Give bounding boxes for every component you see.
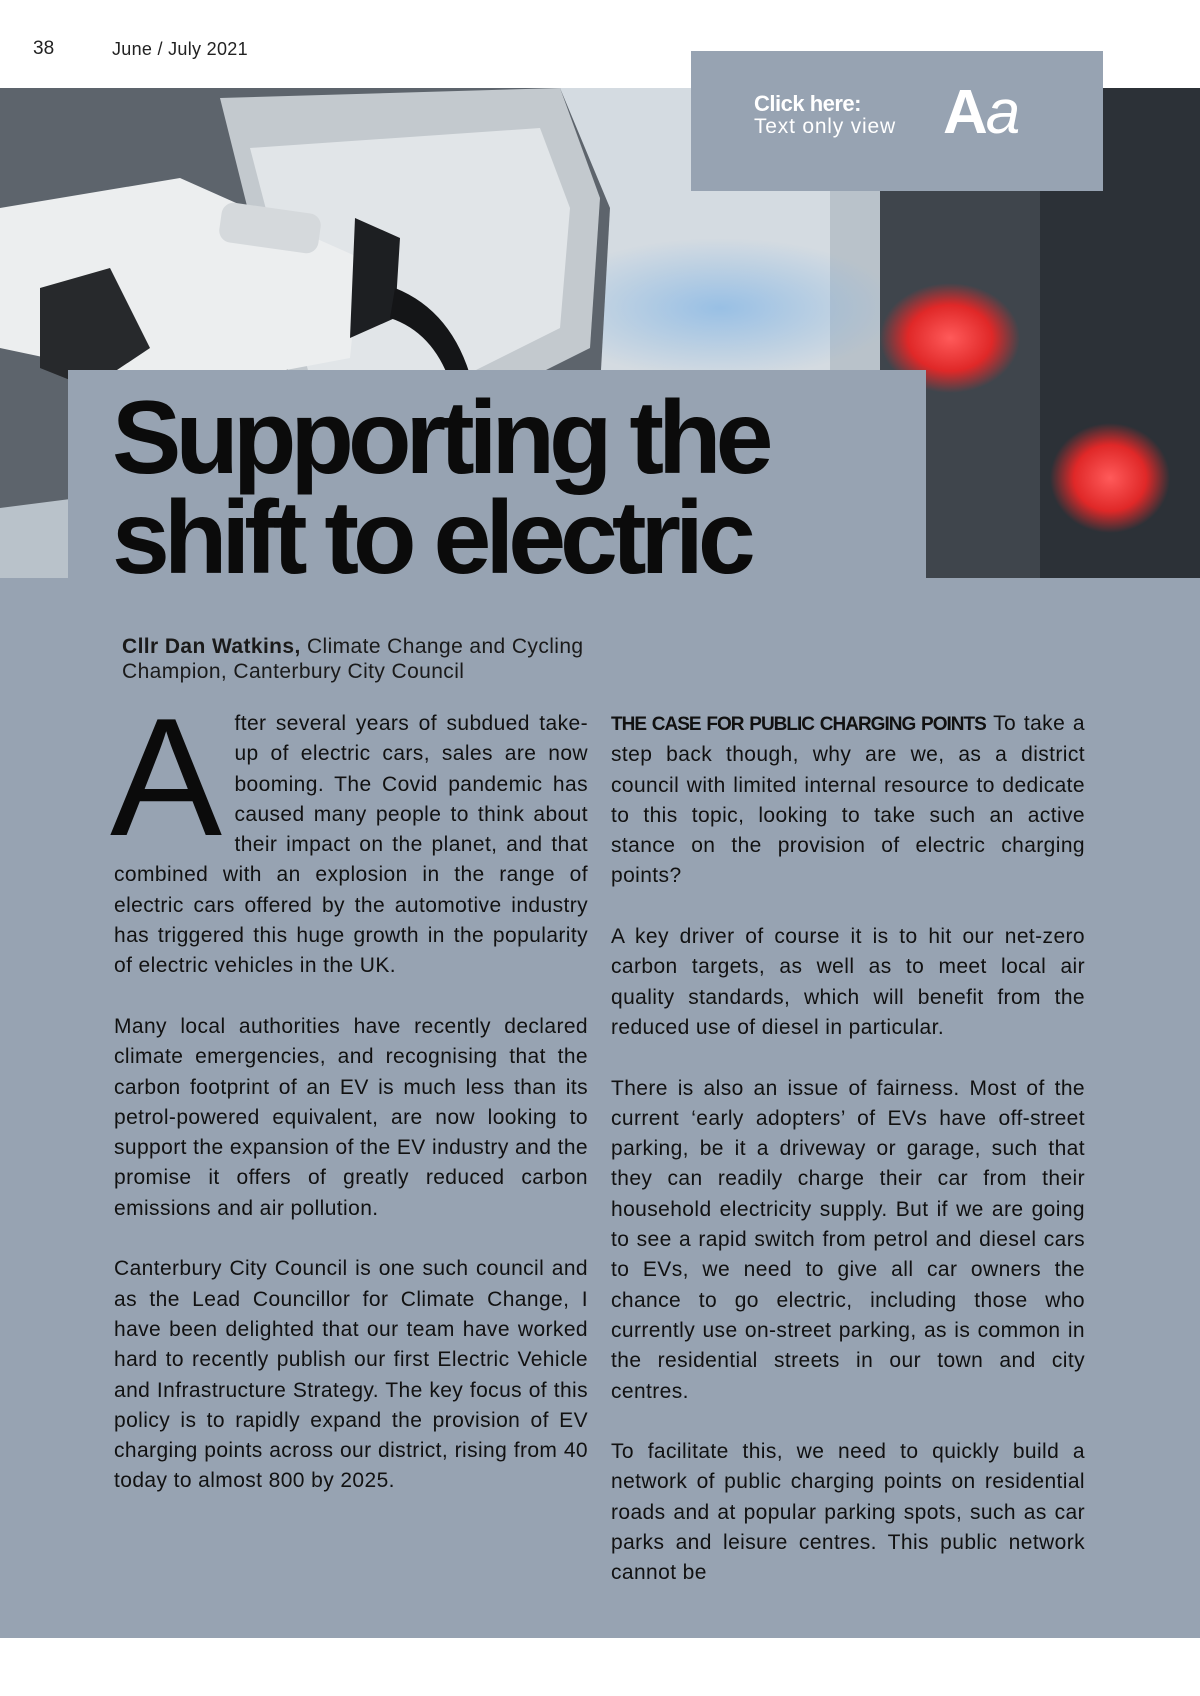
paragraph: Many local authorities have recently declared climate emergencies, and recognising that the carbon footprint of an EV is much less than its petrol-powered equivalent, are now looking to support the expansion of the EV industry and the promise it offers of greatly reduced carbon emissions and air pollution.	[114, 1014, 588, 1220]
headline-line-2: shift to electric	[112, 480, 750, 596]
headline-line-1: Supporting the	[112, 380, 768, 496]
paragraph: After several years of subdued take-up of electric cars, sales are now booming. The Covid pandemic has caused many people to think about their impact on the planet, and that combined with an explosion in the range of electric cars offered by the automotive industry has triggered this huge growth in the popularity of electric vehicles in the UK.	[110, 683, 588, 978]
paragraph: There is also an issue of fairness. Most of the current ‘early adopters’ of EVs have off-street parking, be it a driveway or garage, such that they can readily charge their car from their household electricity supply. But if we are going to see a rapid switch from petrol and diesel cars to EVs, we need to give all car owners the chance to go electric, including those who currently use on-street parking, as is common in the residential streets in our town and city centres.	[611, 1076, 1085, 1403]
font-aa-icon: Aa	[943, 78, 1019, 147]
paragraph: THE CASE FOR PUBLIC CHARGING POINTS To take a step back though, why are we, as a district council with limited internal resource to dedicate to this topic, looking to take such an active stance on the provision of electric charging points?	[611, 712, 1085, 888]
text-only-view-label: Text only view	[754, 115, 896, 138]
paragraph: To facilitate this, we need to quickly build a network of public charging points on residential roads and at popular parking spots, such as car parks and leisure centres. This public network cannot be	[611, 1440, 1085, 1585]
text-only-view-button[interactable]	[691, 51, 1103, 191]
click-here-label: Click here:	[754, 91, 861, 116]
page-number: 38	[33, 38, 55, 59]
author-name: Cllr Dan Watkins,	[122, 635, 301, 658]
article-headline	[112, 380, 932, 596]
drop-cap: A	[110, 683, 223, 871]
paragraph: Canterbury City Council is one such council and as the Lead Councillor for Climate Change, I have been delighted that our team have worked hard to recently publish our first Electric Vehicle and Infrastructure Strategy. The key focus of this policy is to rapidly expand the provision of EV charging points across our district, rising from 40 today to almost 800 by 2025.	[114, 1257, 588, 1493]
author-role: Climate Change and Cycling Champion, Canterbury City Council	[122, 635, 584, 683]
article-column-right	[611, 709, 1085, 1619]
section-subhead: THE CASE FOR PUBLIC CHARGING POINTS	[611, 714, 986, 735]
byline	[122, 634, 592, 684]
paragraph: A key driver of course it is to hit our net-zero carbon targets, as well as to meet local air quality standards, which will benefit from the reduced use of diesel in particular.	[611, 925, 1085, 1039]
issue-date: June / July 2021	[112, 39, 248, 59]
article-column-left	[110, 683, 588, 1527]
